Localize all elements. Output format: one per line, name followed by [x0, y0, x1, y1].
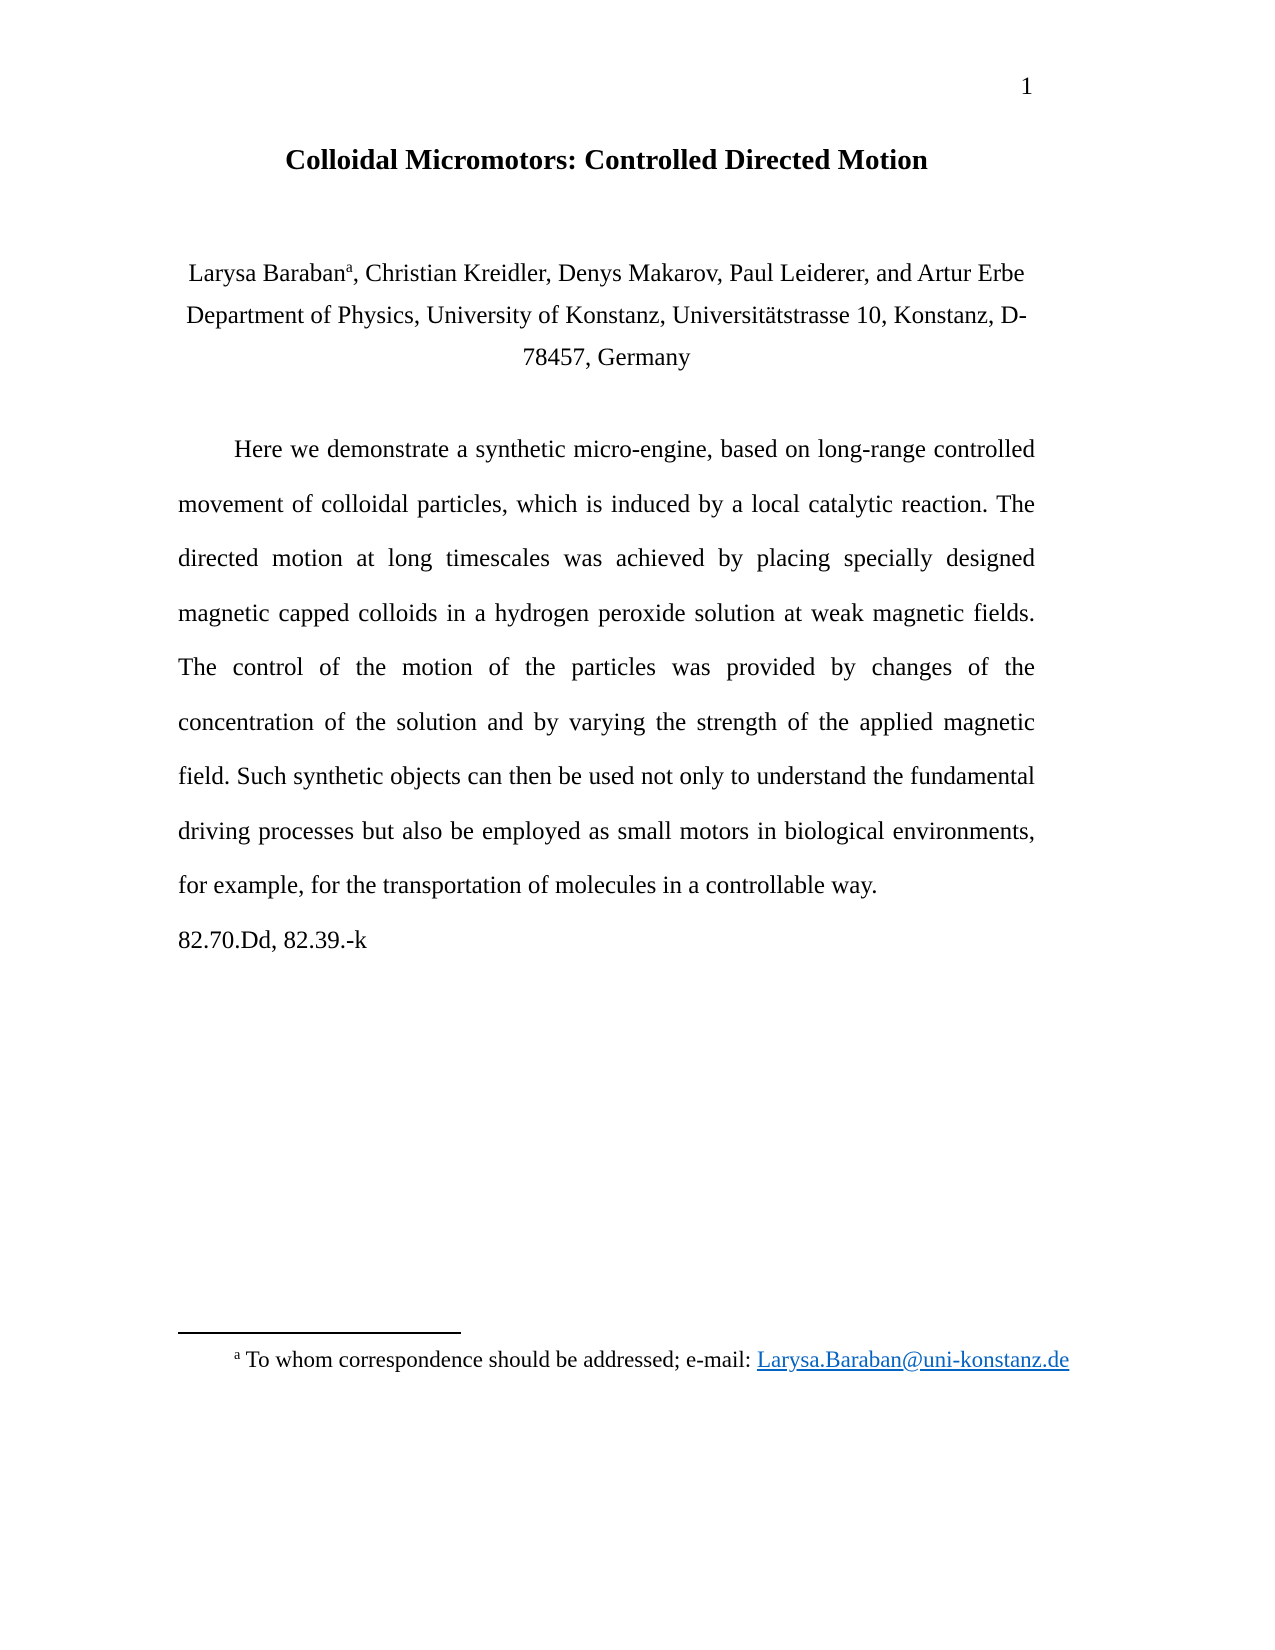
footnote-text: To whom correspondence should be addressed; e-mail: [245, 1347, 752, 1372]
footnote [178, 1344, 1070, 1376]
affiliation: Department of Physics, University of Konstanz, Universitätstrasse 10, Konstanz, D-78457, Germany [186, 302, 1027, 371]
author-block [178, 253, 1035, 379]
paper-title: Colloidal Micromotors: Controlled Directed Motion [285, 144, 928, 176]
author-affiliation-mark: a [345, 259, 353, 277]
email-link[interactable]: Larysa.Baraban@uni-konstanz.de [756, 1347, 1070, 1372]
pacs-line: 82.70.Dd, 82.39.-k [178, 926, 367, 954]
footnote-mark: a [234, 1347, 241, 1364]
abstract-paragraph: Here we demonstrate a synthetic micro-engine, based on long-range controlled movement of colloidal particles, which is induced by a local catalytic reaction. The directed motion at long timescales was achieved by placing specially designed magnetic capped colloids in a hydrogen peroxide solution at weak magnetic fields. The control of the motion of the particles was provided by changes of the concentration of the solution and by varying the strength of the applied magnetic field. Such synthetic objects can then be used not only to understand the fundamental driving processes but also be employed as small motors in biological environments, for example, for the transportation of molecules in a controllable way. [178, 436, 1035, 899]
footnote-block [178, 1332, 1070, 1376]
author-names-rest: , Christian Kreidler, Denys Makarov, Paul Leiderer, and Artur Erbe [352, 260, 1025, 287]
abstract-block [178, 423, 1035, 968]
page-number: 1 [1020, 73, 1033, 100]
footnote-divider [178, 1332, 461, 1334]
author-names-lead: Larysa Baraban [188, 260, 346, 287]
page-content [178, 0, 1070, 1650]
author-line [178, 253, 1035, 295]
